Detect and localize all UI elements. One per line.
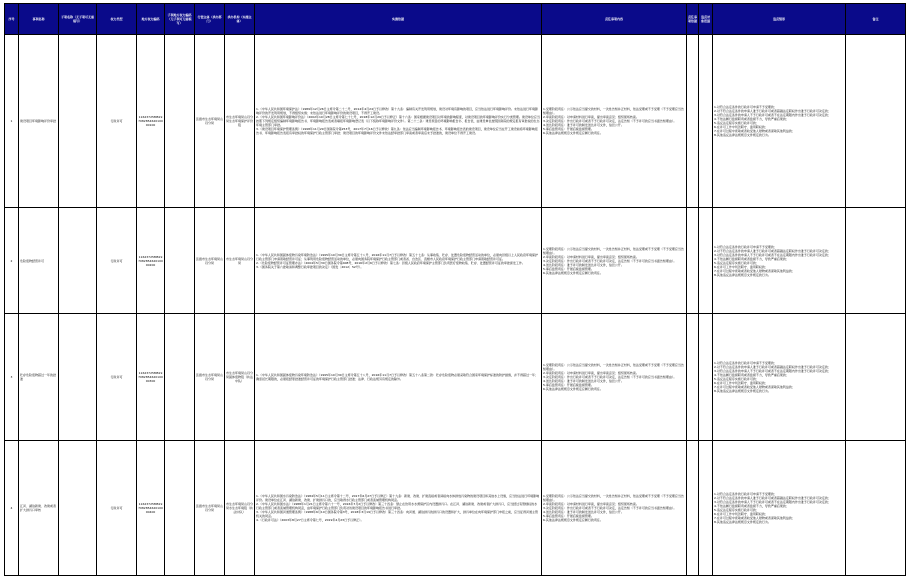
- header-name: 事项名称: [19, 4, 59, 35]
- header-hall: 承办机构（实施主体）: [225, 4, 255, 35]
- cell-subitem: [59, 314, 97, 441]
- header-duty: 责任事项内容: [542, 4, 687, 35]
- cell-code: 11623725MB19708285462010000200: [137, 208, 165, 314]
- cell-seq: 4: [5, 441, 19, 576]
- cell-type: 行政许可: [97, 208, 137, 314]
- cell-remark: [846, 35, 906, 208]
- cell-circumstance: 1.对符合法定条件的行政许可申请不予受理的； 2.对不符合法定条件的申请人准予行政许可或者超越法定职权作出准予行政许可决定的； 3.对符合法定条件的申请人不予行政许可或者不在法定期限内作出准予行政许可决定的； 4.不依法履行监督职责或者监督不力，导致严重后果的； 5.违反法定程序实施行政许可的； 6.在许可工作中玩忽职守、滥用职权的； 7.在许可过程中索取或者收受他人财物或者谋取其他利益的； 8.其他违反法律法规规章文件规定的行为。: [713, 35, 846, 208]
- header-code: 地方权力编码: [137, 4, 165, 35]
- cell-accountable: [699, 35, 713, 208]
- cell-hall: 市生态环境局山丹分局: [225, 208, 255, 314]
- cell-name: 贮存危险废物超过一年的批准: [19, 314, 59, 441]
- cell-basis: 1.《中华人民共和国固体废物污染环境防治法》（1995年10月30日主席令第五十八号，2016年11月7日予以修改）第五十八条第二款：贮存危险废物必须采取符合国家环境保护标准的防护措施，并不得超过一年；确需延长期限的，必须报经原批准经营许可证的环境保护行政主管部门批准；法律、行政法规另有规定的除外。: [255, 314, 542, 441]
- cell-remark: [846, 441, 906, 576]
- header-remark: 备注: [846, 4, 906, 35]
- cell-type: 行政许可: [97, 35, 137, 208]
- header-dept: 行使主体（承办部门）: [195, 4, 225, 35]
- cell-circumstance: 1.对符合法定条件的行政许可申请不予受理的； 2.对不符合法定条件的申请人准予行政许可或者超越法定职权作出准予行政许可决定的； 3.对符合法定条件的申请人不予行政许可或者不在法定期限内作出准予行政许可决定的； 4.不依法履行监督职责或者监督不力，导致严重后果的； 5.违反法定程序实施行政许可的； 6.在许可工作中玩忽职守、滥用职权的； 7.在许可过程中索取或者收受他人财物或者谋取其他利益的； 8.其他违反法律法规规章文件规定的行为。: [713, 208, 846, 314]
- cell-seq: 3: [5, 314, 19, 441]
- cell-duty-basis: [687, 35, 699, 208]
- header-subcode: 子项地方权力编码（无子项可无需填写）: [165, 4, 195, 35]
- cell-dept: 张掖市生态环境局山丹分局: [195, 35, 225, 208]
- header-subitem: 子项名称（无子项可无需填写）: [59, 4, 97, 35]
- cell-remark: [846, 208, 906, 314]
- cell-code: 11623725MB19708285462010000100: [137, 35, 165, 208]
- cell-name: 建设项目环境影响评价审批: [19, 35, 59, 208]
- cell-subitem: [59, 208, 97, 314]
- cell-remark: [846, 314, 906, 441]
- cell-hall: 市生态环境局山丹分局生态环境保护评价股: [225, 35, 255, 208]
- cell-subcode: [165, 441, 195, 576]
- cell-basis: 1.《中华人民共和国环境保护法》（1989年12月26日主席令第二十二号，2014年4月24日予以修改）第十九条：编制有关开发利用规划，建设对环境有影响的项目，应当依法进行环境影响评价。未依法进行环境影响评价的开发利用规划，不得组织实施；未依法进行环境影响评价的建设项目，不得开工建设。 2.《中华人民共和国环境影响评价法》（2002年10月28日主席令第七十七号，2018年12月29日予以修正）第十六条：国家根据建设项目对环境的影响程度，对建设项目的环境影响评价实行分类管理。建设单位应当按照下列规定组织编制环境影响报告书、环境影响报告表或者填报环境影响登记表（以下统称环境影响评价文件）。第二十二条：建设项目的环境影响报告书、报告表，由建设单位按照国务院的规定报有审批权的生态环境主管部门审批。 3.《建设项目环境保护管理条例》（1998年11月29日国务院令第253号，2017年7月16日予以修改）第九条：依法应当编制环境影响报告书、环境影响报告表的建设项目，建设单位应当在开工建设前将环境影响报告书、环境影响报告表报有审批权的环境保护行政主管部门审批；建设项目的环境影响评价文件未依法经审批部门审查或者审查后未予批准的，建设单位不得开工建设。: [255, 35, 542, 208]
- header-type: 权力类型: [97, 4, 137, 35]
- cell-dept: 张掖市生态环境局山丹分局: [195, 208, 225, 314]
- cell-subitem: [59, 35, 97, 208]
- cell-duty: 1.受理阶段责任：公示依法应当提交的材料，一次性告知补正材料，依法受理或不予受理（不予受理应当告知理由）。 2.审查阶段责任：对申请材料进行审查，提出审查意见；组织现场核查。 3.决定阶段责任：作出行政许可或者不予行政许可决定，法定告知（不予许可的应当书面告知理由）。 4.送达阶段责任：准予许可的制发送达许可文件，信息公开。 5.事后监管责任：开展后续监督管理。 6.其他法律法规规章文件规定应履行的责任。: [542, 35, 687, 208]
- table-row: [5, 314, 906, 441]
- cell-seq: 2: [5, 208, 19, 314]
- cell-name: 危险废物经营许可: [19, 208, 59, 314]
- cell-circumstance: 1.对符合法定条件的行政许可申请不予受理的； 2.对不符合法定条件的申请人准予行政许可或者超越法定职权作出准予行政许可决定的； 3.对符合法定条件的申请人不予行政许可或者不在法定期限内作出准予行政许可决定的； 4.不依法履行监督职责或者监督不力，导致严重后果的； 5.违反法定程序实施行政许可的； 6.在许可工作中玩忽职守、滥用职权的； 7.在许可过程中索取或者收受他人财物或者谋取其他利益的； 8.其他违反法律法规规章文件规定的行为。: [713, 441, 846, 576]
- table-row: [5, 441, 906, 576]
- cell-duty: 1.受理阶段责任：公示依法应当提交的材料，一次性告知补正材料，依法受理或不予受理（不予受理应当告知理由）。 2.审查阶段责任：对申请材料进行审查，提出审查意见；组织现场核查。 3.决定阶段责任：作出行政许可或者不予行政许可决定，法定告知（不予许可的应当书面告知理由）。 4.送达阶段责任：准予许可的制发送达许可文件，信息公开。 5.事后监管责任：开展后续监督管理。 6.其他法律法规规章文件规定应履行的责任。: [542, 314, 687, 441]
- cell-basis: 1.《中华人民共和国水污染防治法》（1984年5月11日主席令第十二号，2017年6月27日予以修正）第十九条：新建、改建、扩建直接或者间接向水体排放污染物的建设项目和其他水上设施，应当依法进行环境影响评价。建设单位在江河、湖泊新建、改建、扩建排污口的，应当取得水行政主管部门或者流域管理机构同意。 2.《中华人民共和国水法》（1988年1月21日主席令第六十一号，2016年7月2日予以修改）第三十四条：禁止在饮用水水源保护区内设置排污口。在江河、湖泊新建、改建或者扩大排污口，应当经过有管辖权的水行政主管部门或者流域管理机构同意，由环境保护行政主管部门负责对该建设项目的环境影响报告书进行审批。 3.《中华人民共和国河道管理条例》（1988年6月10日国务院令第3号，2018年3月19日予以修改）第三十四条：向河道、湖泊排污的排污口的设置和扩大，排污单位在向环境保护部门申报之前，应当征得河道主管机关的同意。 4.《行政许可法》（2003年8月27日主席令第七号，2019年4月23日予以修正）。: [255, 441, 542, 576]
- cell-basis: 1.《中华人民共和国固体废物污染环境防治法》（1995年10月30日主席令第五十八号，2016年11月7日予以修改）第五十七条：从事收集、贮存、处置危险废物经营活动的单位，必须向县级以上人民政府环境保护行政主管部门申请领取经营许可证；从事利用危险废物经营活动的单位，必须向国务院环境保护行政主管部门或者省、自治区、直辖市人民政府环境保护行政主管部门申请领取经营许可证。 2.《危险废物经营许可证管理办法》（2004年5月30日国务院令第408号，2016年2月6日予以修改）第七条：县级人民政府环境保护主管部门负责医疗废物收集、贮存、处置经营许可证的审批颁发工作。 3.《国务院关于第六批取消和调整行政审批项目的决定》（国发〔2012〕52号）。: [255, 208, 542, 314]
- cell-subitem: [59, 441, 97, 576]
- cell-duty-basis: [687, 441, 699, 576]
- cell-accountable: [699, 441, 713, 576]
- cell-duty-basis: [687, 208, 699, 314]
- header-duty-basis: 责任事项依据: [687, 4, 699, 35]
- cell-type: 行政许可: [97, 441, 137, 576]
- cell-subcode: [165, 314, 195, 441]
- cell-seq: 1: [5, 35, 19, 208]
- cell-hall: 市生态环境局山丹分局固体废物股（执法中队）: [225, 314, 255, 441]
- header-basis: 实施依据: [255, 4, 542, 35]
- cell-code: 11623725MB19708285462010000300: [137, 314, 165, 441]
- table-row: [5, 35, 906, 208]
- cell-subcode: [165, 35, 195, 208]
- cell-accountable: [699, 208, 713, 314]
- cell-hall: 市生态环境局山丹分局水生态环境股（执法中队）: [225, 441, 255, 576]
- cell-subcode: [165, 208, 195, 314]
- cell-dept: 张掖市生态环境局山丹分局: [195, 441, 225, 576]
- cell-accountable: [699, 314, 713, 441]
- table-row: [5, 208, 906, 314]
- header-circumstance: 追责情形: [713, 4, 846, 35]
- header-accountable: 追责对象范围: [699, 4, 713, 35]
- header-row: [5, 4, 906, 35]
- header-seq: 序号: [5, 4, 19, 35]
- cell-duty-basis: [687, 314, 699, 441]
- cell-type: 行政许可: [97, 314, 137, 441]
- cell-code: 11623725MB19708285462010000400: [137, 441, 165, 576]
- cell-duty: 1.受理阶段责任：公示依法应当提交的材料，一次性告知补正材料，依法受理或不予受理（不予受理应当告知理由）。 2.审查阶段责任：对申请材料进行审查，提出审查意见；组织现场核查。 3.决定阶段责任：作出行政许可或者不予行政许可决定，法定告知（不予许可的应当书面告知理由）。 4.送达阶段责任：准予许可的制发送达许可文件，信息公开。 5.事后监管责任：开展后续监督管理。 6.其他法律法规规章文件规定应履行的责任。: [542, 441, 687, 576]
- cell-dept: 张掖市生态环境局山丹分局: [195, 314, 225, 441]
- cell-duty: 1.受理阶段责任：公示依法应当提交的材料，一次性告知补正材料，依法受理或不予受理（不予受理应当告知理由）。 2.审查阶段责任：对申请材料进行审查，提出审查意见；组织现场核查。 3.决定阶段责任：作出行政许可或者不予行政许可决定，法定告知（不予许可的应当书面告知理由）。 4.送达阶段责任：准予许可的制发送达许可文件，信息公开。 5.事后监管责任：开展后续监督管理。 6.其他法律法规规章文件规定应履行的责任。: [542, 208, 687, 314]
- power-list-table: [4, 3, 906, 576]
- cell-circumstance: 1.对符合法定条件的行政许可申请不予受理的； 2.对不符合法定条件的申请人准予行政许可或者超越法定职权作出准予行政许可决定的； 3.对符合法定条件的申请人不予行政许可或者不在法定期限内作出准予行政许可决定的； 4.不依法履行监督职责或者监督不力，导致严重后果的； 5.违反法定程序实施行政许可的； 6.在许可工作中玩忽职守、滥用职权的； 7.在许可过程中索取或者收受他人财物或者谋取其他利益的； 8.其他违反法律法规规章文件规定的行为。: [713, 314, 846, 441]
- cell-name: 江河、湖泊新建、改建或者扩大排污口审核: [19, 441, 59, 576]
